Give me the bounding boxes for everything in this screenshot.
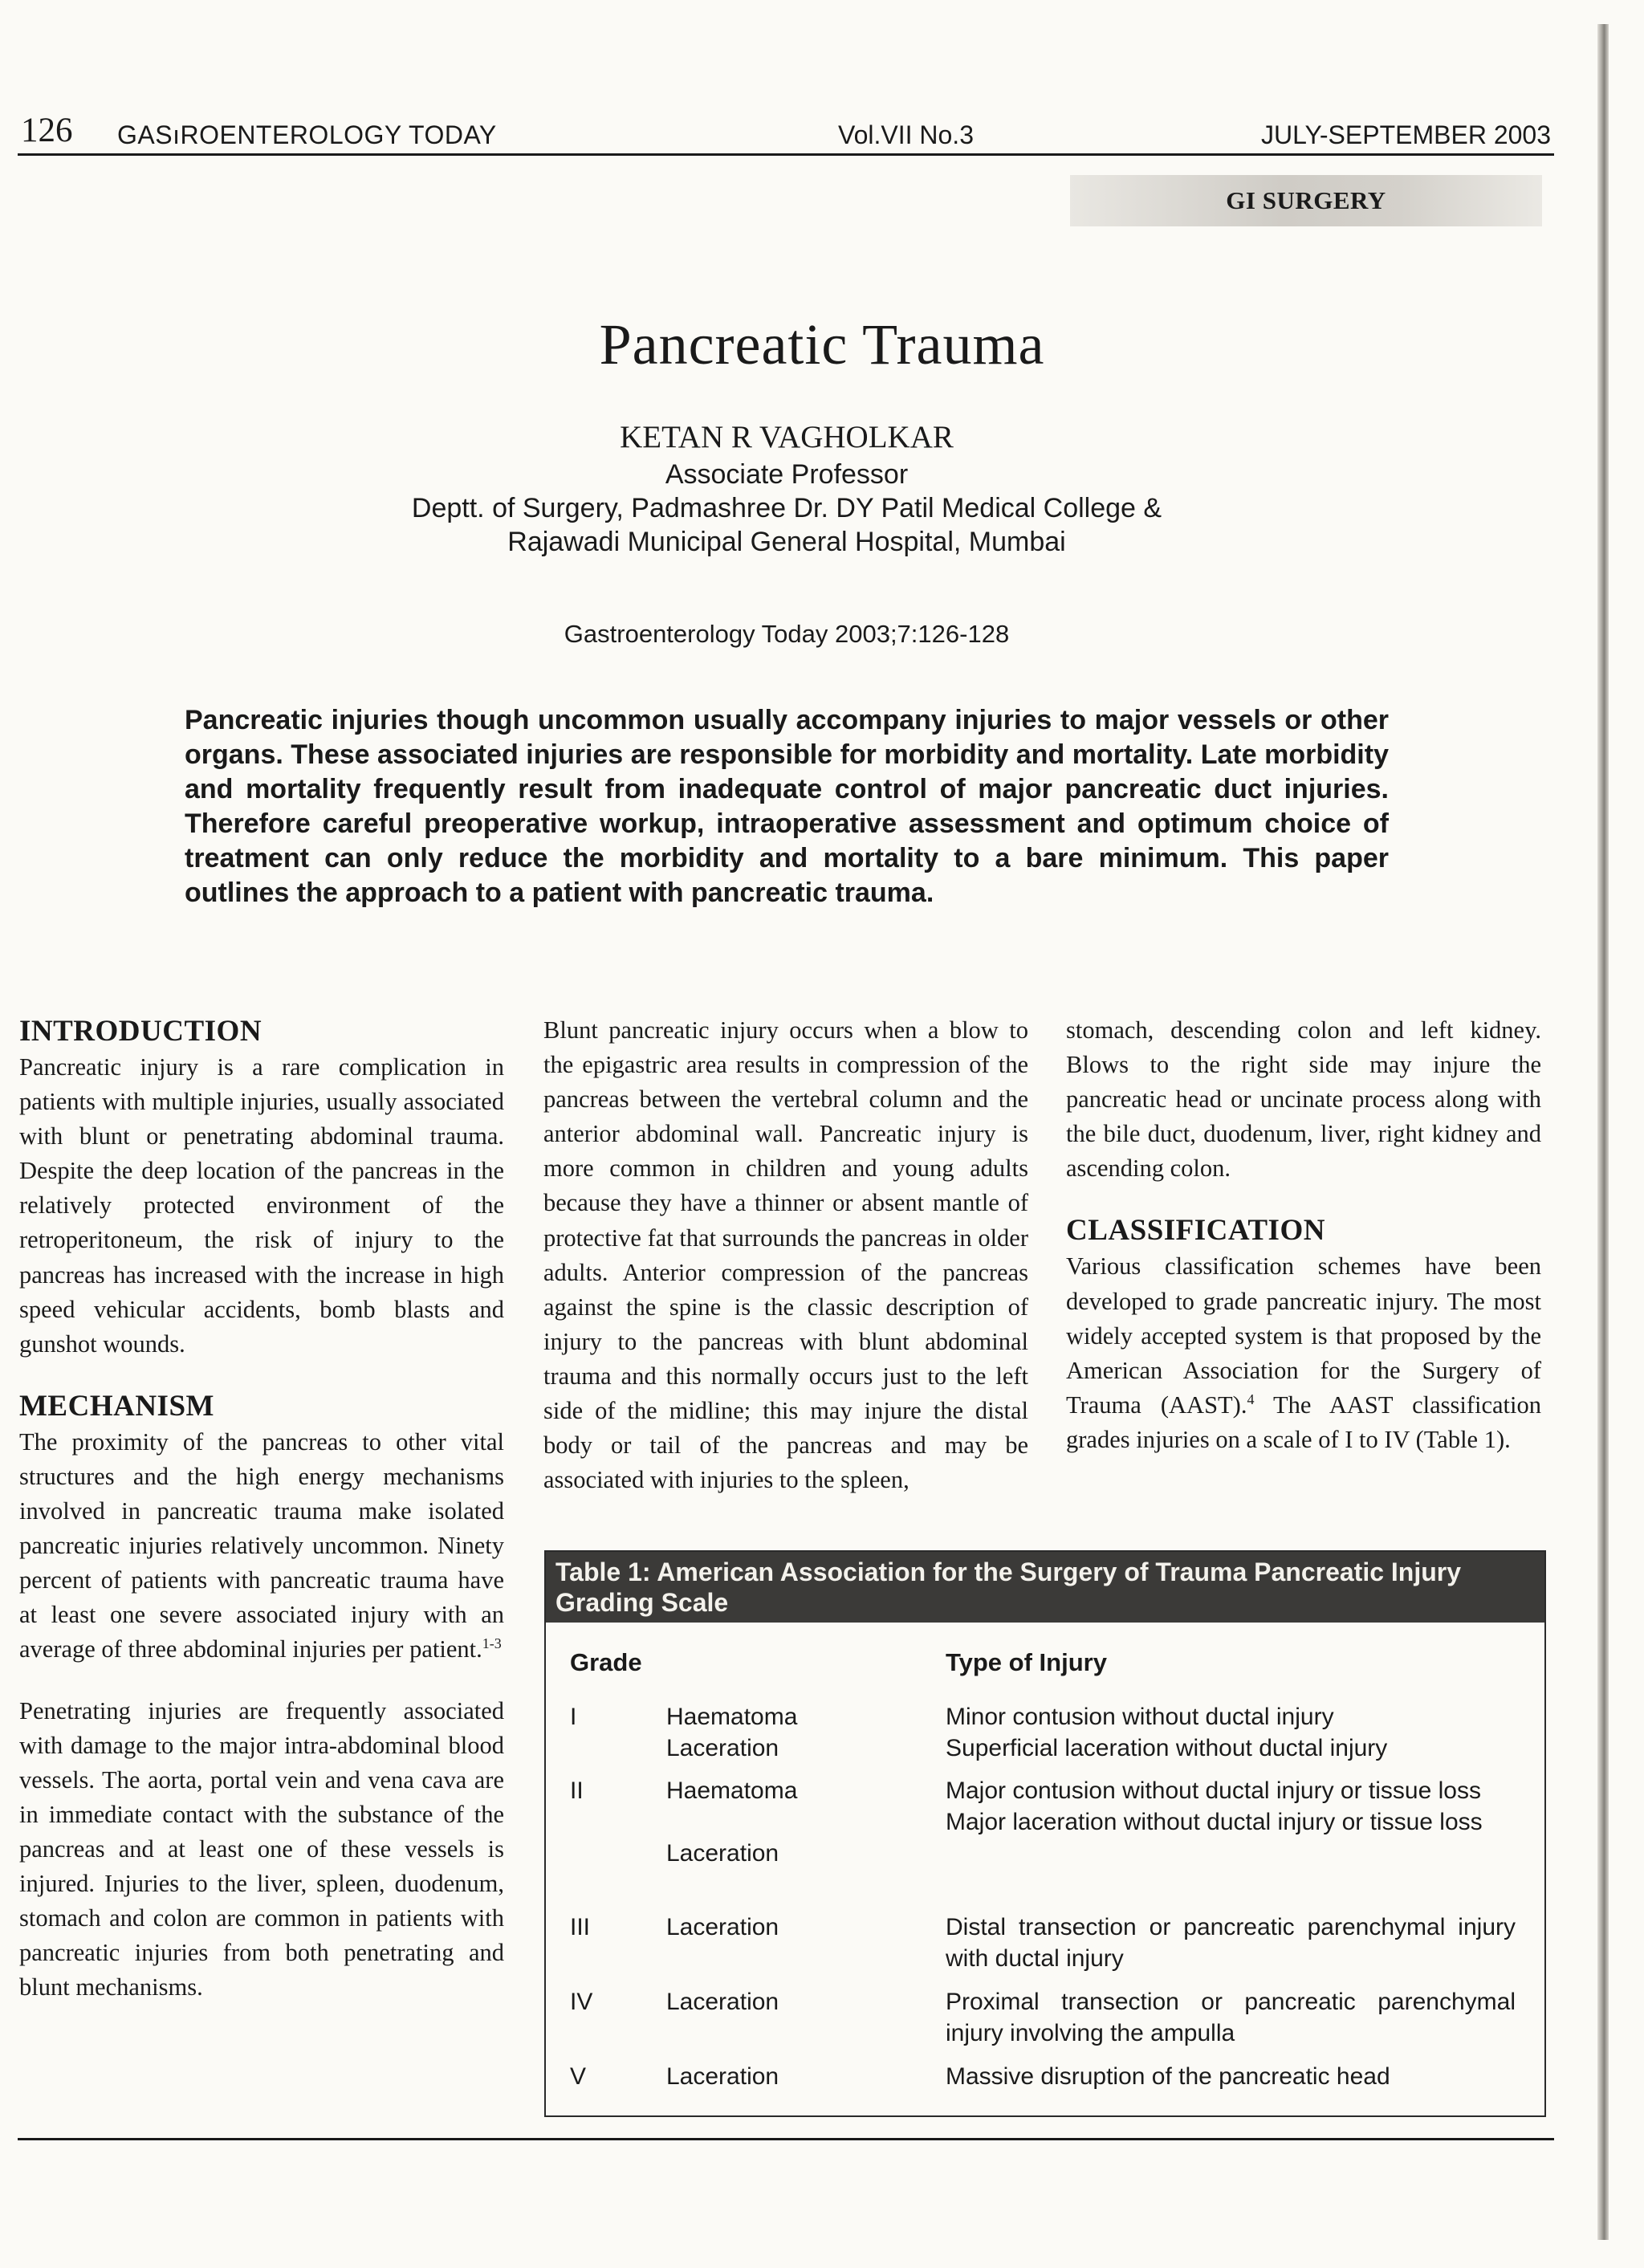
abstract: Pancreatic injuries though uncommon usually accompany injuries to major vessels or other organs. These associated injuries are responsible for morbidity and mortality. Late morbidity and mortality frequently result from inadequate control of major pancreatic duct injuries. Therefore careful preoperative workup, intraoperative assessment and optimum choice of treatment can only reduce the morbidity and mortality to a bare minimum. This paper outlines the approach to a patient with pancreatic trauma.: [185, 705, 1389, 908]
volume-issue: Vol.VII No.3: [838, 120, 974, 149]
introduction-text: Pancreatic injury is a rare complication in patients with multiple injuries, usually associated with blunt or penetrating abdominal trauma. Despite the deep location of the pancreas in the relatively protected environment of the retroperitoneum, the risk of injury to the pancreas has increased with the increase in high speed vehicular accidents, bomb blasts and gunshot wounds.: [19, 1053, 504, 1358]
grade-cell: V: [570, 2063, 587, 2090]
running-header: [21, 111, 1551, 159]
reference-4: 4: [1247, 1391, 1255, 1407]
journal-name: GASıROENTEROLOGY TODAY: [117, 120, 497, 149]
table-row: [546, 1775, 1544, 1912]
author-name: KETAN R VAGHOLKAR: [620, 420, 954, 454]
section-tag: GI SURGERY: [1070, 175, 1542, 226]
category-line: Haematoma: [666, 1777, 798, 1804]
type-line: Major laceration without ductal injury or tissue loss: [946, 1809, 1483, 1835]
column-2: [543, 1013, 1028, 1497]
type-column-header: Type of Injury: [946, 1648, 1107, 1676]
type-line: Major contusion without ductal injury or tissue loss: [946, 1777, 1481, 1804]
mechanism-heading: MECHANISM: [19, 1389, 214, 1423]
grade-cell: I: [570, 1704, 577, 1730]
column-3-continuation: stomach, descending colon and left kidney. Blows to the right side may injure the pancreatic head or uncinate process along with the bile duct, duodenum, liver, right kidney and ascending colon.: [1066, 1016, 1541, 1183]
category-cell: [666, 1775, 923, 1869]
author-affiliation-line2: Rajawadi Municipal General Hospital, Mumbai: [507, 527, 1066, 557]
column-1: [19, 1013, 504, 2005]
category-cell: Laceration: [666, 2063, 779, 2090]
issue-date: JULY-SEPTEMBER 2003: [1260, 120, 1551, 149]
citation: Gastroenterology Today 2003;7:126-128: [564, 620, 1010, 648]
mechanism-paragraph-2: Penetrating injuries are frequently associated with damage to the major intra-abdominal blood vessels. The aorta, portal vein and vena cava are in immediate contact with the substance of the pancreas and at least one of these vessels is injured. Injuries to the liver, spleen, duodenum, stomach and colon are common in patients with pancreatic injuries from both penetrating and blunt mechanisms.: [19, 1696, 504, 2001]
grade-cell: II: [570, 1777, 584, 1804]
type-cell: Massive disruption of the pancreatic head: [946, 2063, 1390, 2090]
column-3: [1066, 1013, 1541, 1457]
grading-table: [544, 1550, 1546, 2117]
footer-rule: [18, 2138, 1554, 2140]
classification-text-end: The AAST classification grades injuries on a scale of I to IV (Table 1).: [1066, 1391, 1541, 1453]
type-line: Superficial laceration without ductal injury: [946, 1735, 1388, 1761]
type-cell: Distal transection or pancreatic parenchymal injury with ductal injury: [946, 1914, 1516, 1972]
table-row: [546, 2061, 1544, 2101]
article-title: Pancreatic Trauma: [599, 312, 1045, 377]
category-line: Haematoma: [666, 1704, 798, 1730]
classification-heading: CLASSIFICATION: [1066, 1214, 1325, 1248]
table-row: [546, 1701, 1544, 1775]
introduction-heading: INTRODUCTION: [19, 1015, 262, 1048]
table-header: [546, 1623, 1544, 1701]
classification-text: [1066, 1249, 1541, 1457]
type-cell: [946, 1701, 1516, 1764]
table-caption: Table 1: American Association for the Surgery of Trauma Pancreatic Injury Grading Scale: [546, 1552, 1544, 1623]
grade-cell: IV: [570, 1989, 593, 2015]
header-rule: [18, 153, 1554, 156]
category-line: Laceration: [666, 1840, 779, 1867]
mechanism-paragraph-1-text: The proximity of the pancreas to other vital structures and the high energy mechanisms involved in pancreatic trauma make isolated pancreatic injuries relatively uncommon. Ninety percent of patients with pancreatic trauma have at least one severe associated injury with an average of three abdominal injuries per patient.: [19, 1427, 504, 1663]
mechanism-paragraph-1: [19, 1425, 504, 1667]
category-cell: Laceration: [666, 1989, 779, 2015]
type-cell: [946, 1775, 1516, 1838]
category-cell: Laceration: [666, 1914, 779, 1940]
table-row: [546, 1986, 1544, 2061]
table-row: [546, 1912, 1544, 1986]
grade-cell: III: [570, 1914, 591, 1940]
classification-text-main: Various classification schemes have been developed to grade pancreatic injury. The most widely accepted system is that proposed by the American Association for the Surgery of Trauma (AAST).: [1066, 1252, 1541, 1419]
type-line: Minor contusion without ductal injury: [946, 1704, 1334, 1730]
author-position: Associate Professor: [665, 459, 909, 490]
reference-1-3: 1-3: [482, 1635, 502, 1652]
page-number: 126: [21, 112, 73, 149]
blunt-injury-text: Blunt pancreatic injury occurs when a blow to the epigastric area results in compression of the pancreas between the vertebral column and the anterior abdominal wall. Pancreatic injury is more common in children and young adults because they have a thinner or absent mantle of protective fat that surrounds the pancreas in older adults. Anterior compression of the pancreas against the spine is the classic description of injury to the pancreas with blunt abdominal trauma and this normally occurs just to the left side of the midline; this may injure the distal body or tail of the pancreas and may be associated with injuries to the spleen,: [543, 1016, 1028, 1494]
category-cell: [666, 1701, 923, 1764]
grade-column-header: Grade: [570, 1648, 642, 1676]
author-affiliation-line1: Deptt. of Surgery, Padmashree Dr. DY Patil Medical College &: [411, 493, 1162, 523]
type-cell: Proximal transection or pancreatic parenchymal injury involving the ampulla: [946, 1989, 1516, 2046]
category-line: Laceration: [666, 1735, 779, 1761]
